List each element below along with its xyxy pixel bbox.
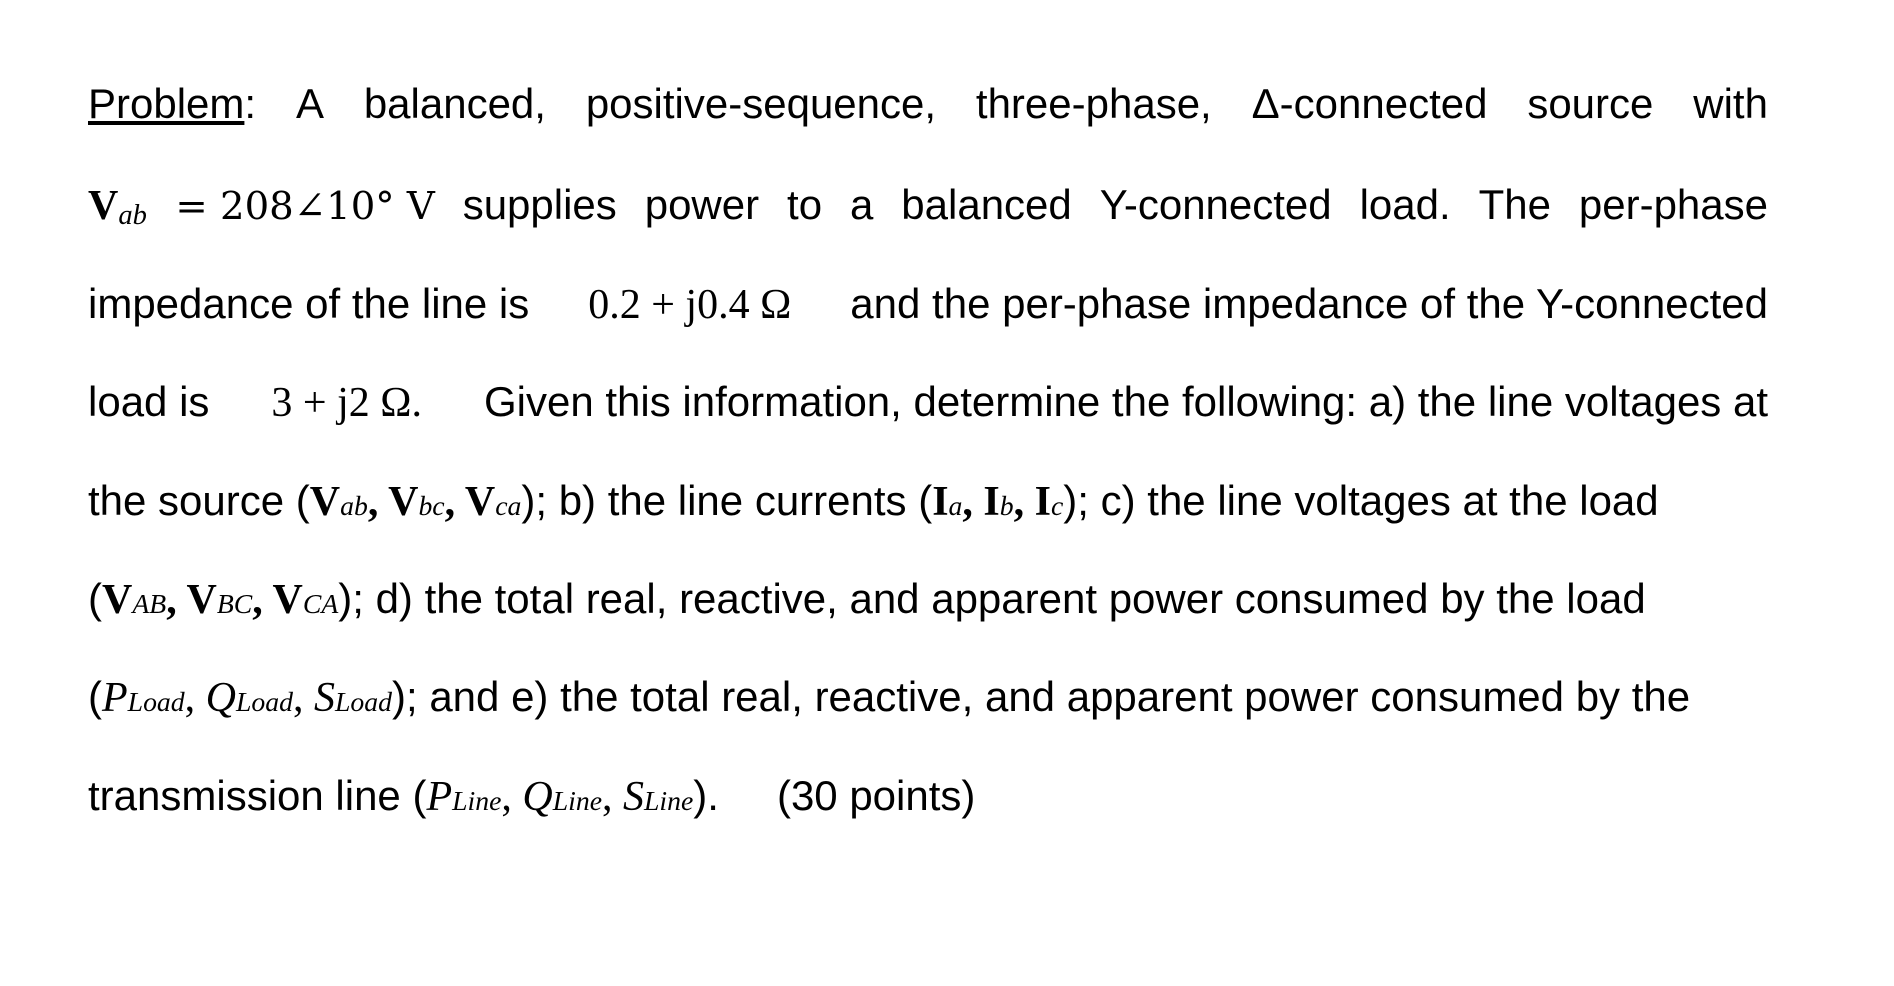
problem-line-2: Vab = 208∠10° V supplies power to a balanced Y-connected load. The per-phase (88, 181, 1768, 232)
problem-line-3: impedance of the line is 0.2 + j0.4 Ω and the per-phase impedance of the Y-connected (88, 280, 1768, 328)
problem-line-4: load is 3 + j2 Ω. Given this information, determine the following: a) the line voltages at (88, 378, 1768, 426)
problem-label: Problem (88, 80, 245, 127)
load-impedance: 3 + j2 Ω. (271, 380, 422, 426)
problem-line-1: Problem: A balanced, positive-sequence, three-phase, Δ-connected source with (88, 80, 1768, 127)
problem-line-6: (VAB, VBC, VCA); d) the total real, reactive, and apparent power consumed by the load (88, 575, 1646, 623)
source-voltage-expression: Vab = 208∠10° V (88, 183, 435, 232)
problem-line-5: the source (Vab, Vbc, Vca); b) the line currents (Ia, Ib, Ic); c) the line voltages at the load (88, 477, 1659, 525)
line-impedance: 0.2 + j0.4 Ω (588, 282, 792, 328)
problem-line-8: transmission line (PLine, QLine, SLine). (30 points) (88, 772, 976, 820)
points-value: (30 points) (776, 772, 976, 819)
problem-line-7: (PLoad, QLoad, SLoad); and e) the total real, reactive, and apparent power consumed by the (88, 673, 1691, 721)
